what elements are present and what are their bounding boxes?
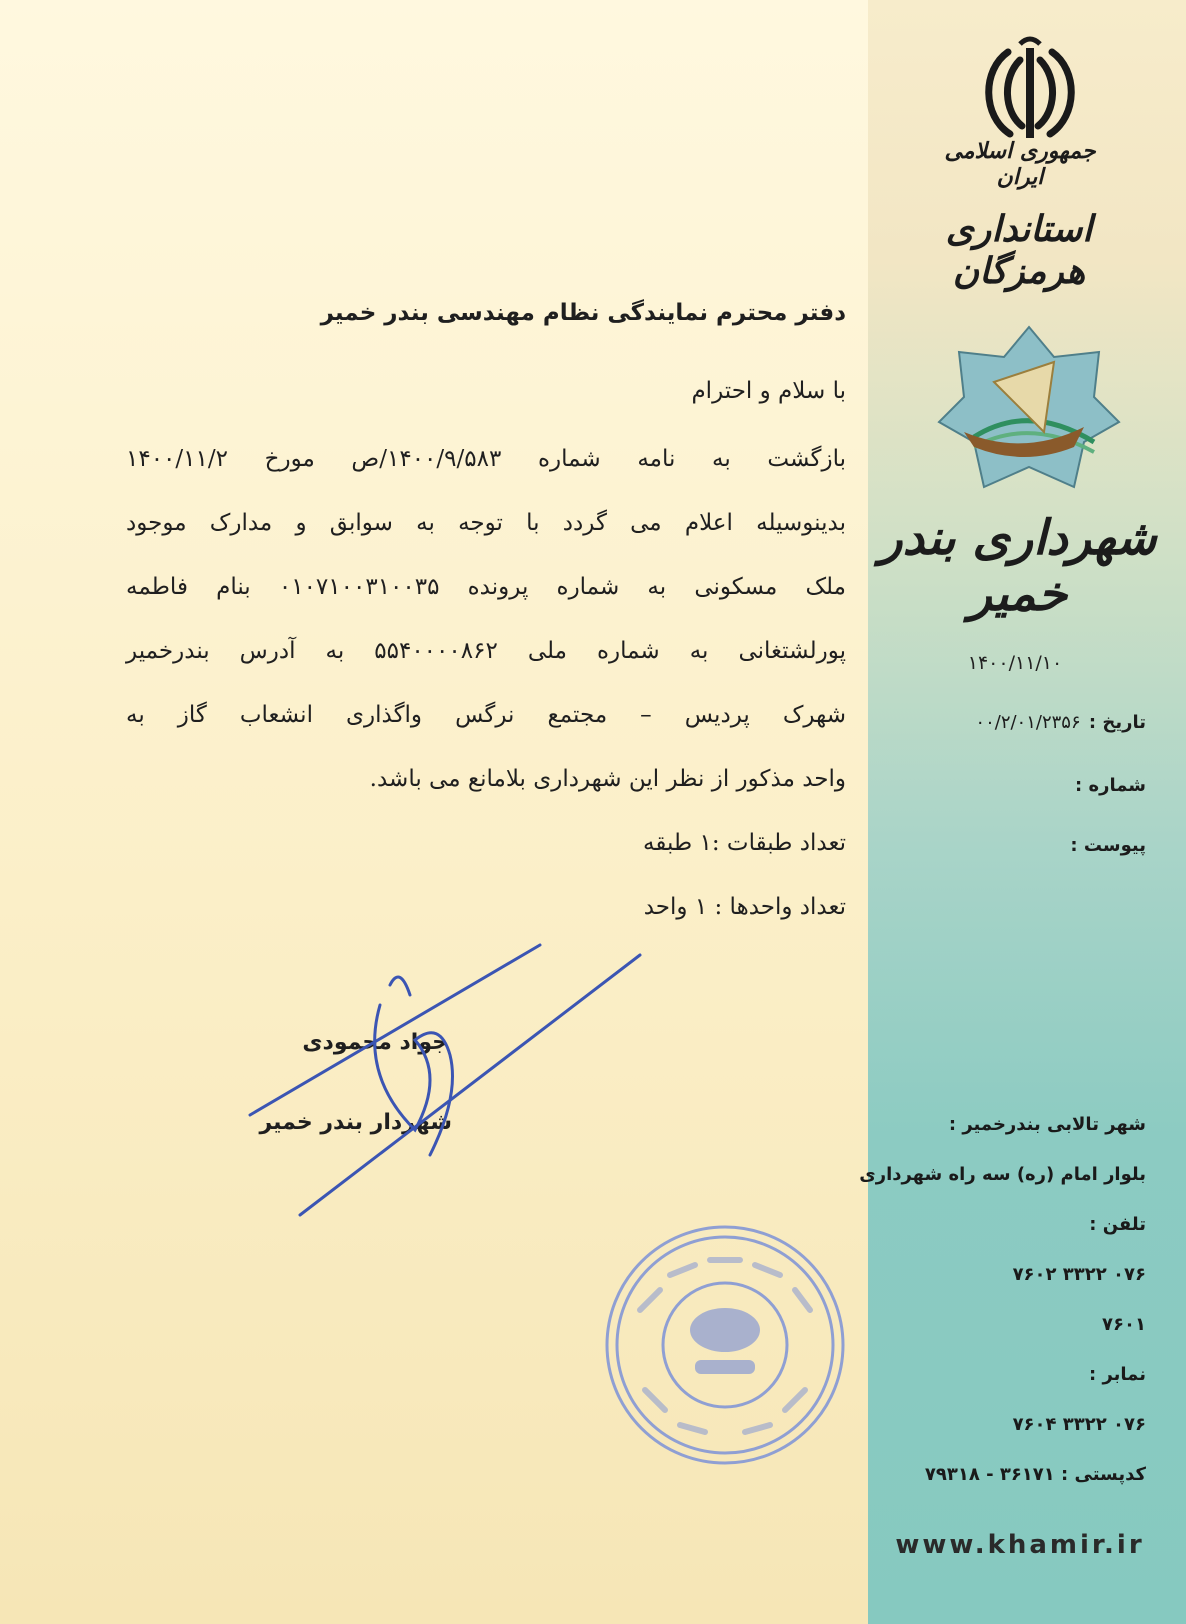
fax-number: ۰۷۶ ۳۳۲۲ ۷۶۰۴ <box>1012 1414 1146 1435</box>
country-name: جمهوری اسلامی ایران <box>944 138 1096 190</box>
governorate-name: استانداری هرمزگان <box>945 208 1093 292</box>
body-line: بازگشت به نامه شماره ۱۴۰۰/۹/۵۸۳/ص مورخ ۱۴۰۰/۱۱/۲ <box>126 446 846 472</box>
date-label: تاریخ : <box>1088 712 1146 733</box>
postal-code: کدپستی : ۳۶۱۷۱ - ۷۹۳۱۸ <box>924 1464 1146 1485</box>
floors-count: تعداد طبقات :۱ طبقه <box>642 830 846 856</box>
address-line: بلوار امام (ره) سه راه شهرداری <box>859 1164 1146 1185</box>
iran-emblem-icon <box>970 30 1090 150</box>
phone-label: تلفن : <box>1089 1214 1146 1235</box>
municipality-logo-icon <box>934 322 1124 492</box>
website-link[interactable]: www.khamir.ir <box>895 1530 1145 1560</box>
official-stamp <box>600 1220 850 1470</box>
signer-title: شهردار بندر خمیر <box>259 1110 452 1135</box>
fax-label: نمابر : <box>1088 1364 1146 1385</box>
letter-date: ۱۴۰۰/۱۱/۱۰ <box>967 652 1063 674</box>
handwritten-signature <box>240 925 690 1225</box>
body-line: ملک مسکونی به شماره پرونده ۰۱۰۷۱۰۰۳۱۰۰۳۵ بنام فاطمه <box>126 574 846 600</box>
greeting: با سلام و احترام <box>691 378 846 404</box>
attachment-label: پیوست : <box>1070 835 1146 856</box>
body-line: شهرک پردیس – مجتمع نرگس واگذاری انشعاب گاز به <box>126 702 846 728</box>
signer-name: جواد محمودی <box>302 1030 448 1055</box>
municipality-name: شهرداری بندر خمیر <box>879 510 1157 622</box>
number-label: شماره : <box>1075 775 1146 796</box>
body-line: پورلشتغانی به شماره ملی ۵۵۴۰۰۰۰۸۶۲ به آدرس بندرخمیر <box>126 638 846 664</box>
date-row <box>975 712 1146 733</box>
units-count: تعداد واحدها : ۱ واحد <box>643 894 846 920</box>
address-title: شهر تالابی بندرخمیر : <box>948 1114 1146 1135</box>
body-line: بدینوسیله اعلام می گردد با توجه به سوابق و مدارک موجود <box>126 510 846 536</box>
reference-number: ۰۰/۲/۰۱/۲۳۵۶ <box>975 712 1081 733</box>
recipient: دفتر محترم نمایندگی نظام مهندسی بندر خمیر <box>320 300 846 326</box>
phone-extension: ۷۶۰۱ <box>1102 1314 1146 1335</box>
phone-number: ۰۷۶ ۳۳۲۲ ۷۶۰۲ <box>1012 1264 1146 1285</box>
body-line: واحد مذکور از نظر این شهرداری بلامانع می باشد. <box>369 766 846 792</box>
